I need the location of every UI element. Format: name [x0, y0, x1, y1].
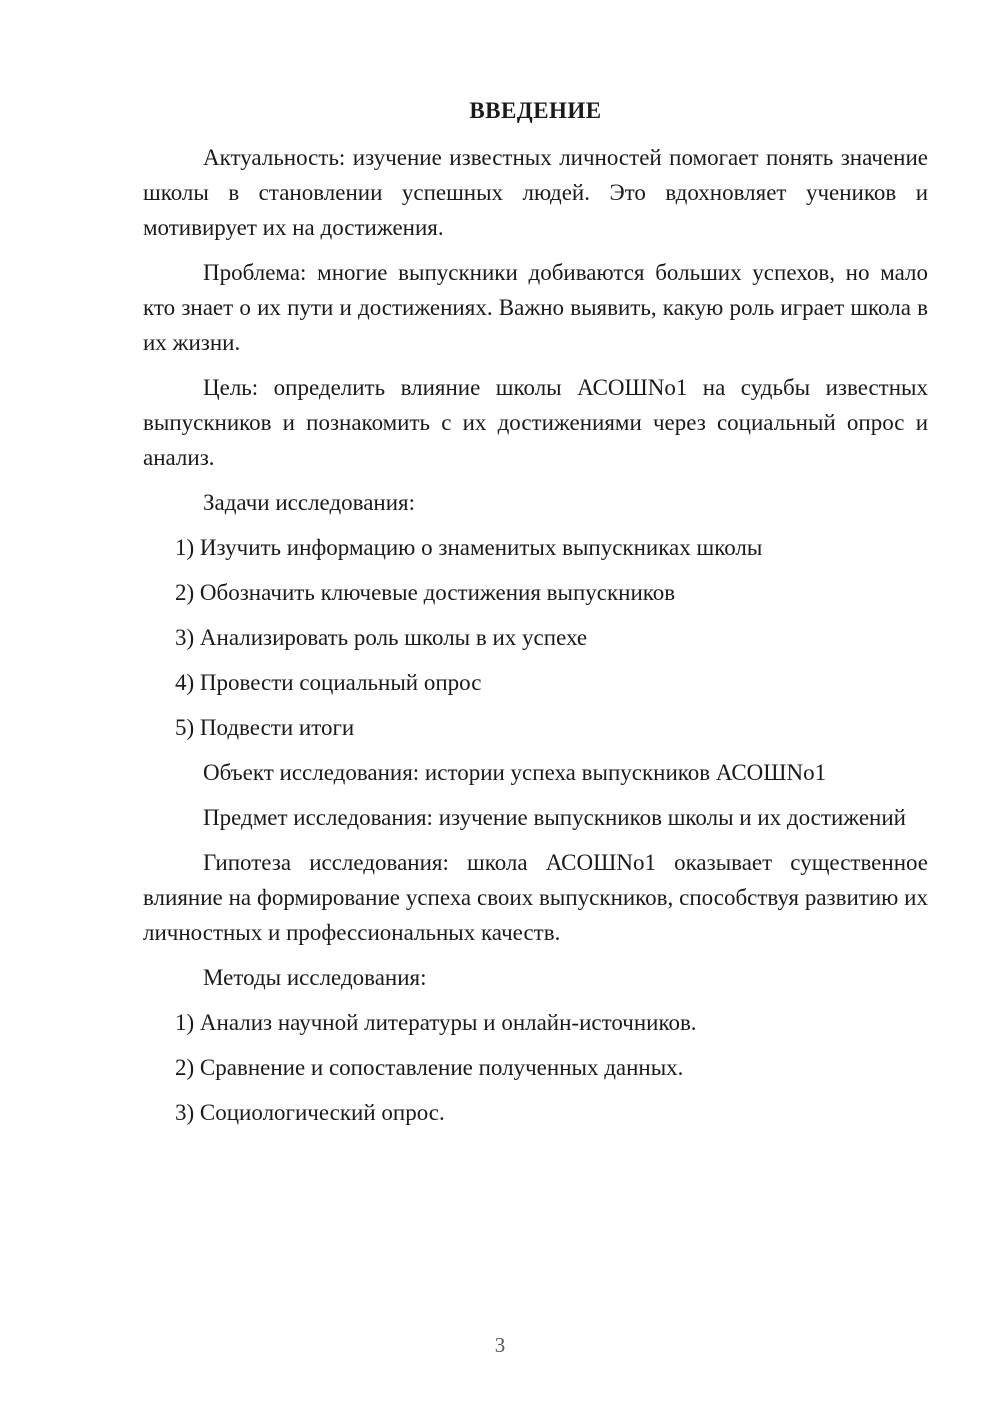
methods-list: [143, 1005, 928, 1130]
list-item: 2) Сравнение и сопоставление полученных данных.: [175, 1055, 684, 1080]
object-line: Объект исследования: истории успеха выпускников АСОШNo1: [203, 760, 827, 785]
document-page: [143, 96, 928, 1140]
relevance-paragraph: Актуальность: изучение известных личностей помогает понять значение школы в становлении успешных людей. Это вдохновляет учеников и мотивирует их на достижения.: [143, 145, 928, 240]
list-item: 1) Анализ научной литературы и онлайн-источников.: [175, 1010, 697, 1035]
page-number: 3: [494, 1333, 506, 1357]
list-item: 2) Обозначить ключевые достижения выпускников: [175, 580, 676, 605]
tasks-list: [143, 530, 928, 745]
tasks-heading: Задачи исследования:: [203, 490, 416, 515]
list-item: 3) Анализировать роль школы в их успехе: [175, 625, 588, 650]
list-item: 4) Провести социальный опрос: [175, 670, 482, 695]
list-item: 5) Подвести итоги: [175, 715, 355, 740]
page-title: ВВЕДЕНИЕ: [469, 98, 602, 123]
list-item: 3) Социологический опрос.: [175, 1100, 445, 1125]
list-item: 1) Изучить информацию о знаменитых выпускниках школы: [175, 535, 763, 560]
goal-paragraph: Цель: определить влияние школы АСОШNo1 на судьбы известных выпускников и познакомить с их достижениями через социальный опрос и анализ.: [143, 375, 928, 470]
hypothesis-paragraph: Гипотеза исследования: школа АСОШNo1 оказывает существенное влияние на формирование успеха своих выпускников, способствуя развитию их личностных и профессиональных качеств.: [143, 850, 928, 945]
methods-heading: Методы исследования:: [203, 965, 427, 990]
subject-paragraph: Предмет исследования: изучение выпускников школы и их достижений: [203, 805, 906, 830]
problem-paragraph: Проблема: многие выпускники добиваются больших успехов, но мало кто знает о их пути и достижениях. Важно выявить, какую роль играет школа в их жизни.: [143, 260, 928, 355]
